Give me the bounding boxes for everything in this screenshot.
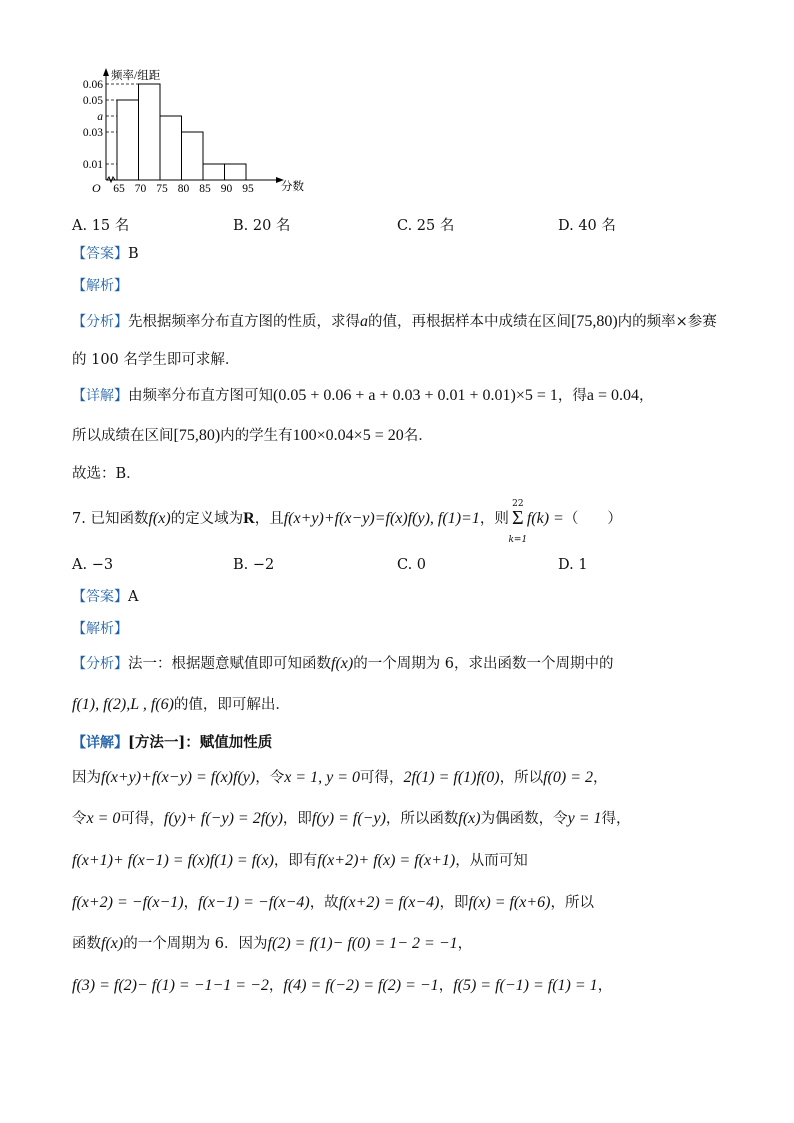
histogram-bar xyxy=(203,164,225,180)
text: ， xyxy=(593,770,608,786)
analysis-tag: 【解析】 xyxy=(72,278,128,294)
y-tick-label: 0.05 xyxy=(82,95,103,107)
math: 2f(1) = f(1)f(0) xyxy=(403,769,500,786)
q7-detail-heading xyxy=(72,733,272,753)
x-tick-label: 85 xyxy=(199,183,211,195)
math: f(2) = f(1)− f(0) = 1− 2 = −1 xyxy=(267,935,458,952)
answer-value: A xyxy=(128,589,139,605)
math: f(x) xyxy=(101,935,124,952)
text: ，所以 xyxy=(499,770,544,786)
q7-detail-line-5 xyxy=(72,934,472,954)
q7-option-c: C. 0 xyxy=(397,557,427,573)
math: f(y)+ f(−y) = 2f(y) xyxy=(163,810,283,827)
histogram-bar xyxy=(139,84,161,180)
q7-detail-line-4 xyxy=(72,893,594,913)
text: ，所以 xyxy=(550,895,594,911)
math-interval: [75,80) xyxy=(571,313,618,330)
q6-option-c: C. 25 名 xyxy=(397,218,455,234)
fenxi-tag: 【分析】 xyxy=(72,314,128,330)
text: 的一个周期为 6．因为 xyxy=(123,936,268,952)
text: 为偶函数，令 xyxy=(480,811,568,827)
math-function: f(x) xyxy=(148,510,171,527)
text: 的定义域为 xyxy=(170,511,244,527)
sum-upper: 22 xyxy=(512,499,524,509)
q7-option-b: B. −2 xyxy=(233,557,275,573)
histogram-bars xyxy=(117,84,246,180)
y-tick-label: 0.03 xyxy=(82,127,103,139)
answer-value: B xyxy=(128,246,139,262)
math: f(x) xyxy=(458,810,481,827)
text: （ ） xyxy=(563,511,622,527)
y-tick-label: 0.06 xyxy=(82,79,103,91)
text: 名． xyxy=(403,428,433,444)
math: f(x−1) = −f(x−4) xyxy=(198,894,310,911)
text: ，即有 xyxy=(273,853,318,869)
q6-detail-line-1 xyxy=(72,386,654,406)
histogram-bar xyxy=(160,116,182,180)
text: ， xyxy=(597,978,613,994)
math: f(y) = f(−y) xyxy=(311,810,386,827)
text: 7. 已知函数 xyxy=(72,511,149,527)
math-list: f(1), f(2),L , f(6) xyxy=(72,696,174,713)
math: f(3) = f(2)− f(1) = −1−1 = −2 xyxy=(72,977,269,994)
math: f(5) = f(−1) = f(1) = 1 xyxy=(453,977,598,994)
x-tick-label: 90 xyxy=(220,183,233,195)
text: 可得， xyxy=(360,770,404,786)
q6-fenxi-line-2: 的 100 名学生即可求解． xyxy=(72,352,240,368)
math-equation: f(x+y)+f(x−y)=f(x)f(y), f(1)=1 xyxy=(283,510,480,527)
summation xyxy=(508,499,528,545)
q7-answer xyxy=(72,587,138,607)
text: ，故 xyxy=(309,895,339,911)
text: 得， xyxy=(601,811,631,827)
analysis-tag: 【解析】 xyxy=(72,621,128,637)
text: ，令 xyxy=(255,770,285,786)
q7-detail-line-1 xyxy=(72,768,608,788)
q7-fenxi-line-1 xyxy=(72,654,614,674)
text: ， xyxy=(438,978,454,994)
text: 法一：根据题意赋值即可知函数 xyxy=(128,656,331,672)
text: ，从而可知 xyxy=(455,853,528,869)
text: 因为 xyxy=(72,770,101,786)
text: ，即 xyxy=(282,811,312,827)
math: f(0) = 2 xyxy=(543,769,594,786)
text: ， xyxy=(268,978,284,994)
origin-label: O xyxy=(92,181,101,195)
math: f(x+2)+ f(x) = f(x+1) xyxy=(317,852,456,869)
text: 令 xyxy=(72,811,87,827)
answer-tag: 【答案】 xyxy=(72,589,128,605)
text: ，即 xyxy=(439,895,469,911)
histogram-bar xyxy=(182,132,204,180)
x-axis-label: 分数 xyxy=(281,181,304,193)
x-tick-label: 65 xyxy=(113,183,125,195)
math: f(x) = f(x+6) xyxy=(468,894,551,911)
math-interval: [75,80) xyxy=(173,427,221,444)
q6-fenxi-line-1 xyxy=(72,312,717,332)
text: 的值，再根据样本中成绩在区间 xyxy=(368,314,571,330)
text: 由频率分布直方图可知 xyxy=(128,388,273,404)
text: 内的学生有 xyxy=(220,428,293,444)
q7-stem xyxy=(72,499,622,545)
histogram-bar xyxy=(117,100,139,180)
q7-option-a: A. −3 xyxy=(72,557,114,573)
method-title: [方法一]：赋值加性质 xyxy=(128,734,273,751)
text: 的值，即可解出． xyxy=(173,697,290,713)
q6-option-a: A. 15 名 xyxy=(72,218,130,234)
math: f(x+2) = −f(x−1) xyxy=(72,894,184,911)
detail-tag: 【详解】 xyxy=(72,735,128,751)
text: ，且 xyxy=(254,511,284,527)
text: ， xyxy=(639,388,654,404)
math-result: a = 0.04 xyxy=(586,387,640,404)
q7-detail-line-2 xyxy=(72,809,631,829)
y-tick-labels xyxy=(83,79,103,171)
math: y = 1 xyxy=(567,810,602,827)
text: 函数 xyxy=(72,936,101,952)
math: x = 0 xyxy=(86,810,121,827)
q7-option-d: D. 1 xyxy=(558,557,588,573)
math: f(4) = f(−2) = f(2) = −1 xyxy=(283,977,439,994)
math: f(x+2) = f(x−4) xyxy=(338,894,440,911)
text: 可得， xyxy=(120,811,164,827)
histogram-bar xyxy=(225,164,247,180)
q7-analysis-heading xyxy=(72,619,128,639)
frequency-histogram xyxy=(70,62,310,202)
x-tick-label: 75 xyxy=(156,183,168,195)
x-tick-label: 95 xyxy=(242,183,254,195)
math-var: a xyxy=(360,313,368,330)
x-tick-labels xyxy=(113,183,254,195)
math-function: f(x) xyxy=(331,655,354,672)
text: ， xyxy=(183,895,199,911)
fenxi-tag: 【分析】 xyxy=(72,656,128,672)
x-tick-label: 70 xyxy=(134,183,147,195)
q6-choice: 故选：B． xyxy=(72,466,141,482)
x-tick-label: 80 xyxy=(177,183,190,195)
q6-option-b: B. 20 名 xyxy=(233,218,291,234)
y-axis-label: 频率/组距 xyxy=(111,70,161,82)
text: 所以成绩在区间 xyxy=(72,428,174,444)
text: ，得 xyxy=(557,388,587,404)
math-equation: 100×0.04×5 = 20 xyxy=(292,427,404,444)
text: ， xyxy=(457,936,473,952)
math-equation: (0.05 + 0.06 + a + 0.03 + 0.01 + 0.01)×5 = 1 xyxy=(273,387,558,404)
answer-tag: 【答案】 xyxy=(72,246,128,262)
math: x = 1, y = 0 xyxy=(284,769,360,786)
text: 先根据频率分布直方图的性质，求得 xyxy=(128,314,360,330)
math: f(x+1)+ f(x−1) = f(x)f(1) = f(x) xyxy=(72,852,274,869)
text: 内的频率×参赛 xyxy=(617,314,717,330)
y-tick-label: 0.01 xyxy=(82,159,103,171)
math: f(x+y)+f(x−y) = f(x)f(y) xyxy=(101,769,256,786)
y-tick-label: a xyxy=(97,111,103,123)
q7-detail-line-3 xyxy=(72,851,528,871)
sum-lower: k=1 xyxy=(508,535,528,545)
q6-answer xyxy=(72,244,139,264)
text: ，所以函数 xyxy=(385,811,459,827)
q6-detail-line-2 xyxy=(72,426,433,446)
math-set: R xyxy=(243,510,255,527)
q7-fenxi-line-2 xyxy=(72,695,290,715)
detail-tag: 【详解】 xyxy=(72,388,128,404)
text: 的一个周期为 6，求出函数一个周期中的 xyxy=(353,656,614,672)
q6-option-d: D. 40 名 xyxy=(558,218,616,234)
q6-analysis-heading xyxy=(72,276,128,296)
q7-detail-line-6 xyxy=(72,976,612,996)
math-expression: f(k) = xyxy=(526,510,564,527)
text: ，则 xyxy=(479,511,509,527)
sigma-symbol: Σ xyxy=(512,507,524,529)
